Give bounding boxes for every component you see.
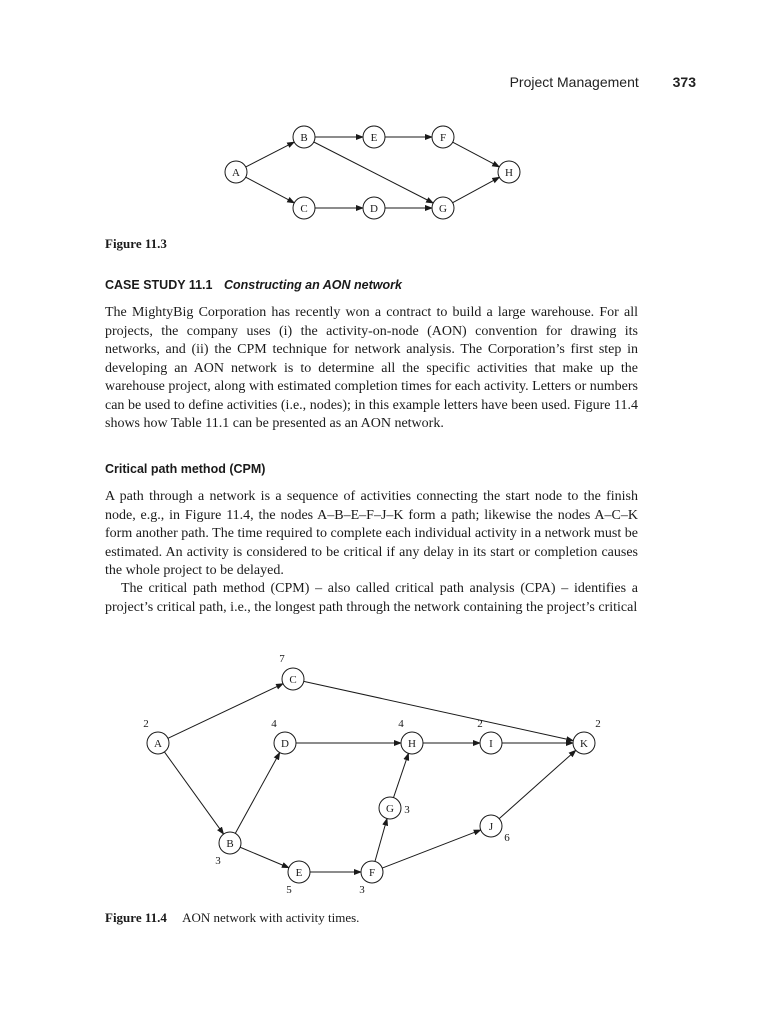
- node-B-label: B: [300, 131, 308, 144]
- node-H: [398, 718, 423, 754]
- node-D-label: D: [281, 737, 289, 750]
- node-J-label: J: [488, 820, 494, 833]
- node-G-label: G: [386, 802, 394, 815]
- node-F-time: 3: [359, 884, 365, 896]
- edge-J-K: [499, 750, 576, 818]
- node-B-label: B: [226, 837, 234, 850]
- edge-F-H: [453, 142, 500, 167]
- edge-A-B: [164, 752, 223, 834]
- node-G: [432, 197, 454, 219]
- node-B: [215, 832, 241, 867]
- node-K: [573, 718, 601, 754]
- node-I-label: I: [489, 737, 493, 750]
- figure-11-3-caption: [105, 236, 167, 252]
- node-D-time: 4: [271, 718, 277, 730]
- figure-11-3-label: Figure 11.3: [105, 236, 167, 251]
- node-A-label: A: [232, 166, 240, 179]
- page-header: [0, 74, 696, 90]
- node-F: [432, 126, 454, 148]
- node-H-label: H: [408, 737, 416, 750]
- case-study-paragraph: The MightyBig Corporation has recently won a contract to build a large warehouse. For all projects, the company uses (i) the activity-on-node (AON) convention for drawing its networks, and (ii) the CPM technique for network analysis. The Corporation’s first step in developing an AON network is to determine all the specific activities that make up the warehouse project, along with estimated completion times for each activity. Letters or numbers can be used to define activities (i.e., nodes); in this example letters have been used. Figure 11.4 shows how Table 11.1 can be presented as an AON network.: [105, 305, 638, 431]
- node-K-label: K: [580, 737, 588, 750]
- edge-F-J: [382, 830, 480, 868]
- node-C-label: C: [300, 202, 308, 215]
- node-E-label: E: [295, 866, 303, 879]
- edge-B-E: [240, 847, 289, 867]
- node-D: [271, 718, 296, 754]
- node-C-label: C: [289, 673, 297, 686]
- node-H-label: H: [505, 166, 513, 179]
- node-A-label: A: [154, 737, 162, 750]
- edge-B-G: [314, 142, 433, 203]
- node-C-time: 7: [279, 653, 285, 665]
- node-B-time: 3: [215, 855, 221, 867]
- node-D-label: D: [370, 202, 378, 215]
- node-E-time: 5: [286, 884, 292, 896]
- figure-11-4-caption: [105, 910, 359, 926]
- node-J-time: 6: [504, 832, 510, 844]
- node-G-label: G: [439, 202, 447, 215]
- node-B: [293, 126, 315, 148]
- node-I: [477, 718, 502, 754]
- node-F-label: F: [368, 866, 376, 879]
- edge-F-G: [375, 819, 387, 862]
- node-H: [498, 161, 520, 183]
- edge-A-C: [246, 177, 295, 203]
- node-J: [480, 815, 510, 844]
- edge-B-D: [235, 753, 279, 834]
- edge-G-H: [394, 753, 409, 797]
- node-I-time: 2: [477, 718, 483, 730]
- node-E: [286, 861, 310, 896]
- edge-A-C: [168, 684, 283, 739]
- node-G-time: 3: [404, 804, 410, 816]
- node-A-time: 2: [143, 718, 149, 730]
- node-E-label: E: [370, 131, 378, 144]
- node-G: [379, 797, 410, 819]
- node-C: [279, 653, 304, 690]
- node-D: [363, 197, 385, 219]
- cpm-paragraph-2: The critical path method (CPM) – also called critical path analysis (CPA) – identifies a project’s critical path, i.e., the longest path through the network containing the project’s critical: [105, 581, 638, 615]
- node-A: [225, 161, 247, 183]
- case-study-label: CASE STUDY 11.1: [105, 278, 213, 292]
- figure-11-4-label: Figure 11.4: [105, 910, 167, 925]
- node-F: [359, 861, 383, 896]
- case-study-heading: [105, 278, 402, 292]
- figure-11-4-caption-text: AON network with activity times.: [182, 910, 360, 925]
- running-title: Project Management: [509, 74, 639, 90]
- node-K-time: 2: [595, 718, 601, 730]
- edge-G-H: [453, 177, 500, 202]
- figure-11-4-diagram: [0, 650, 768, 900]
- edge-C-K: [304, 681, 574, 740]
- node-E: [363, 126, 385, 148]
- cpm-section-heading: Critical path method (CPM): [105, 462, 266, 476]
- case-study-title: Constructing an AON network: [223, 278, 402, 292]
- edge-A-B: [246, 142, 294, 167]
- node-C: [293, 197, 315, 219]
- node-A: [143, 718, 169, 754]
- node-H-time: 4: [398, 718, 404, 730]
- page-number: 373: [672, 74, 696, 90]
- node-F-label: F: [439, 131, 447, 144]
- cpm-paragraph-1: A path through a network is a sequence of activities connecting the start node to the finish node, e.g., in Figure 11.4, the nodes A–B–E–F–J–K form a path; likewise the nodes A–C–K form another path. The time required to complete each individual activity in a network must be estimated. An activity is considered to be critical if any delay in its start or completion causes the whole project to be delayed.: [105, 489, 638, 578]
